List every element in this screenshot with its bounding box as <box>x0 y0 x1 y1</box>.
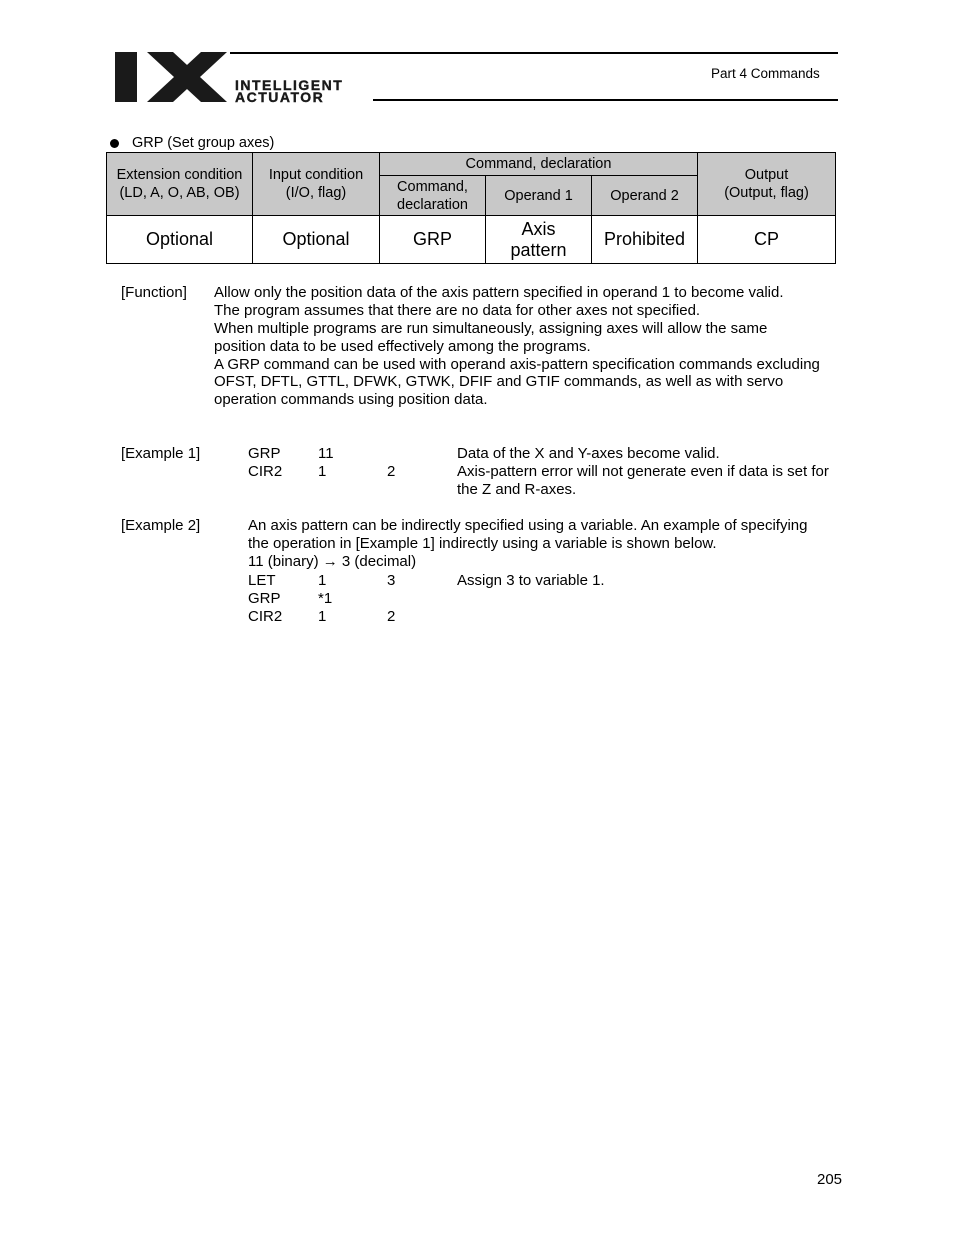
function-line: operation commands using position data. <box>214 391 488 408</box>
logo-wordmark-line1: INTELLIGENT <box>235 77 344 93</box>
header-input-condition: Input condition (I/O, flag) <box>253 153 380 216</box>
example2-cmd: GRP <box>248 590 281 607</box>
example1-op1: 11 <box>318 445 334 462</box>
function-line: OFST, DFTL, GTTL, DFWK, GTWK, DFIF and GTIF commands, as well as with servo <box>214 373 784 390</box>
cell-input: Optional <box>253 216 380 264</box>
example1-op2: 2 <box>387 463 396 480</box>
example1-label: [Example 1] <box>121 445 201 462</box>
header-rule-bottom <box>373 99 838 101</box>
cell-output: CP <box>698 216 836 264</box>
ix-logo <box>115 52 400 104</box>
example1-comment: Axis-pattern error will not generate even if data is set for <box>457 463 829 480</box>
header-operand-1: Operand 1 <box>486 176 592 216</box>
example2-op2: 2 <box>387 608 396 625</box>
function-line: A GRP command can be used with operand axis-pattern specification commands excluding <box>214 356 820 373</box>
cell-extension: Optional <box>107 216 253 264</box>
header-extension-condition: Extension condition (LD, A, O, AB, OB) <box>107 153 253 216</box>
section-heading <box>110 135 274 151</box>
header-command-group: Command, declaration <box>380 153 698 176</box>
function-line: Allow only the position data of the axis pattern specified in operand 1 to become valid. <box>214 284 784 301</box>
example1-comment: Data of the X and Y-axes become valid. <box>457 445 720 462</box>
logo-wordmark-line2: ACTUATOR <box>235 89 325 104</box>
example2-op1: 1 <box>318 572 327 589</box>
example2-label: [Example 2] <box>121 517 201 534</box>
page-number: 205 <box>817 1171 843 1188</box>
example1-cmd: CIR2 <box>248 463 283 480</box>
header-operand-2: Operand 2 <box>592 176 698 216</box>
example2-op2: 3 <box>387 572 396 589</box>
example2-op1: 1 <box>318 608 327 625</box>
example2-comment: Assign 3 to variable 1. <box>457 572 605 589</box>
function-line: When multiple programs are run simultaneously, assigning axes will allow the same <box>214 320 768 337</box>
table-row <box>107 216 836 264</box>
example1-op1: 1 <box>318 463 327 480</box>
header-command: Command, declaration <box>380 176 486 216</box>
example2-cmd: LET <box>248 572 276 589</box>
header-output: Output (Output, flag) <box>698 153 836 216</box>
header-section-title: Part 4 Commands <box>711 66 820 81</box>
example2-conversion: 11 (binary) → 3 (decimal) <box>248 553 417 570</box>
cell-operand-1: Axis pattern <box>486 216 592 264</box>
cell-command: GRP <box>380 216 486 264</box>
example2-intro: An axis pattern can be indirectly specified using a variable. An example of specifying <box>248 517 808 534</box>
function-line: The program assumes that there are no data for other axes not specified. <box>214 302 701 319</box>
logo-letter-i <box>115 52 137 102</box>
function-label: [Function] <box>121 284 187 301</box>
command-spec-table <box>106 152 836 264</box>
section-heading-text: GRP (Set group axes) <box>132 135 275 151</box>
function-line: position data to be used effectively among the programs. <box>214 338 591 355</box>
bullet-icon <box>110 139 119 148</box>
example2-op1: *1 <box>318 590 333 607</box>
example2-intro: the operation in [Example 1] indirectly using a variable is shown below. <box>248 535 717 552</box>
header-rule-top <box>230 52 838 54</box>
example2-cmd: CIR2 <box>248 608 283 625</box>
example1-comment: the Z and R-axes. <box>457 481 577 498</box>
example1-cmd: GRP <box>248 445 281 462</box>
cell-operand-2: Prohibited <box>592 216 698 264</box>
